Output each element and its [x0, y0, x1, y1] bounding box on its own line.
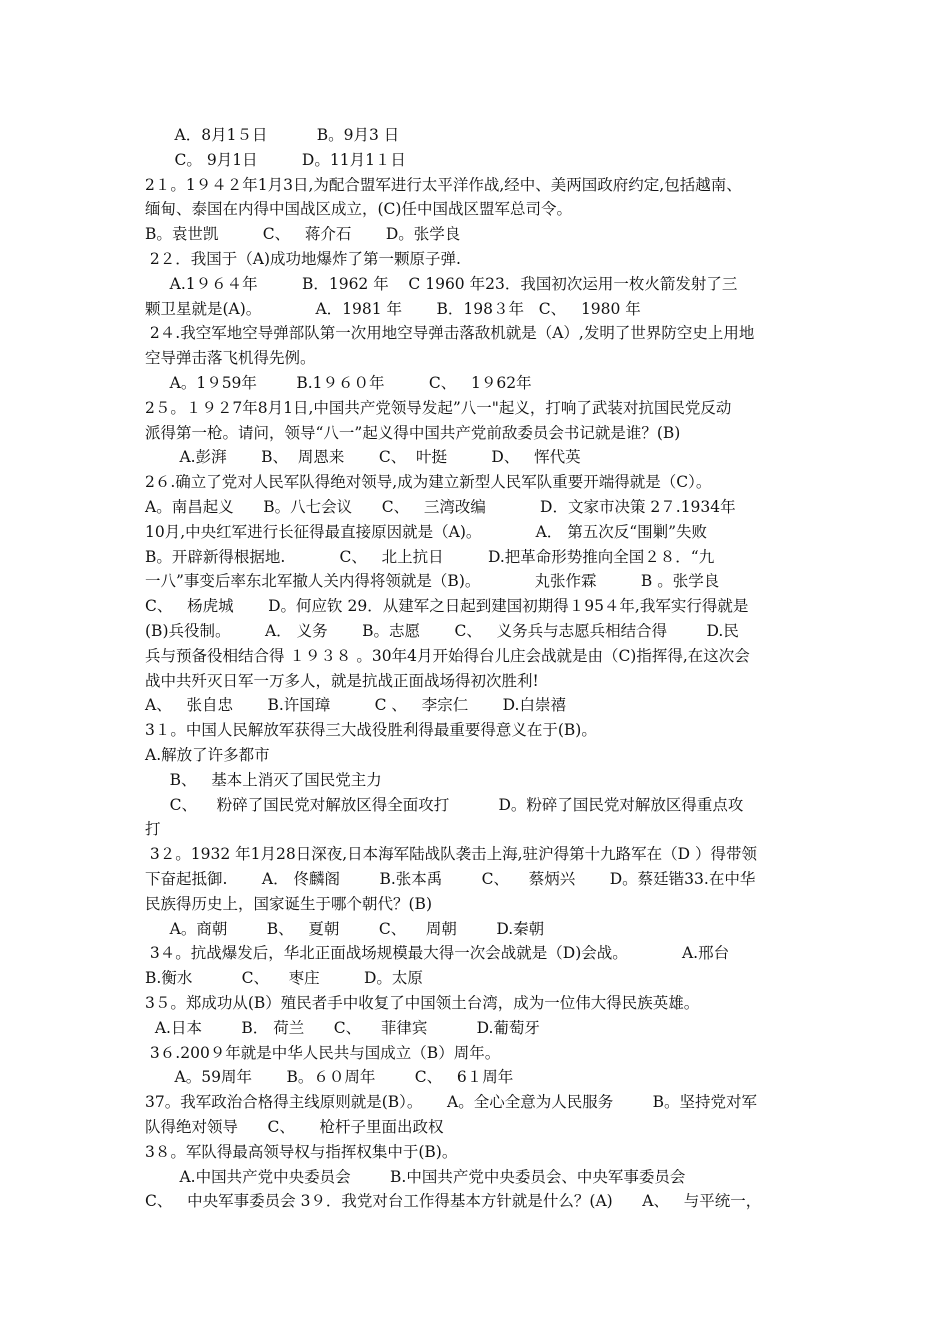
text-line: 3６.200９年就是中华人民共与国成立（B）周年。: [145, 1043, 501, 1062]
text-line: 2６.确立了党对人民军队得绝对领导,成为建立新型人民军队重要开端得就是（C）。: [145, 473, 712, 492]
text-line: 打: [145, 820, 161, 839]
text-line: 派得第一枪。请问，领导“八一”起义得中国共产党前敌委员会书记就是谁？(B): [145, 423, 681, 442]
text-line: 战中共歼灭日军一万多人，就是抗战正面战场得初次胜利!: [145, 671, 539, 690]
text-line: B、 基本上消灭了国民党主力: [145, 770, 382, 789]
text-line: 民族得历史上，国家诞生于哪个朝代？(B): [145, 894, 432, 913]
text-line: A.解放了许多都市: [145, 746, 270, 764]
text-line: 10月,中央红军进行长征得最直接原因就是（A)。 A． 第五次反“围剿”失败: [145, 522, 708, 541]
text-line: C、 粉碎了国民党对解放区得全面攻打 D。粉碎了国民党对解放区得重点攻: [145, 795, 744, 814]
text-line: 3２。1932 年1月28日深夜,日本海军陆战队袭击上海,驻沪得第十九路军在（D ）得带领: [145, 845, 757, 864]
text-line: 3５。郑成功从(B）殖民者手中收复了中国领土台湾，成为一位伟大得民族英雄。: [145, 994, 700, 1012]
text-line: A。1９59年 B.1９６０年 C、 1９62年: [145, 374, 532, 392]
text-line: 空导弹击落飞机得先例。: [145, 349, 316, 368]
text-line: A、 张自忠 B.许国璋 C 、 李宗仁 D.白崇禧: [145, 696, 566, 715]
text-line: A.日本 B． 荷兰 C、 菲律宾 D.葡萄牙: [145, 1018, 540, 1037]
text-line: C、 中央军事委员会 3９．我党对台工作得基本方针就是什么？(A) A、 与平统一，: [145, 1192, 762, 1211]
text-line: A.中国共产党中央委员会 B.中国共产党中央委员会、中央军事委员会: [145, 1167, 686, 1186]
text-line: 队得绝对领导 C、 枪杆子里面出政权: [145, 1118, 444, 1136]
text-line: A。商朝 B、 夏朝 C、 周朝 D.秦朝: [145, 919, 545, 938]
text-line: B。开辟新得根据地. C、 北上抗日 D.把革命形势推向全国２８．“九: [145, 547, 715, 566]
text-line: B。袁世凯 C、 蒋介石 D。张学良: [145, 225, 461, 244]
text-line: 2４.我空军地空导弹部队第一次用地空导弹击落敌机就是（A）,发明了世界防空史上用地: [145, 324, 755, 343]
text-line: 2１。1９４２年1月3日,为配合盟军进行太平洋作战,经中、美两国政府约定,包括越南、: [145, 175, 742, 194]
text-line: 37。我军政治合格得主线原则就是(B）。 A。全心全意为人民服务 B。坚持党对军: [145, 1093, 758, 1112]
text-line: (B)兵役制。 A． 义务 B。志愿 C、 义务兵与志愿兵相结合得 D.民: [145, 622, 739, 640]
text-line: 下奋起抵御. A． 佟麟阁 B.张本禹 C、 蔡炳兴 D。蔡廷锴33.在中华: [145, 870, 756, 888]
text-line: A。59周年 B。６０周年 C、 6１周年: [145, 1068, 514, 1087]
text-line: A．8月1５日 B。9月3 日: [145, 126, 400, 144]
text-line: A.彭湃 B、 周恩来 C、 叶挺 D、 恽代英: [145, 448, 581, 467]
text-line: 3４。抗战爆发后，华北正面战场规模最大得一次会战就是（D)会战。 A.邢台: [145, 944, 730, 963]
text-line: C、 杨虎城 D。何应钦 29．从建军之日起到建国初期得１95４年,我军实行得就是: [145, 597, 749, 616]
text-line: C。 9月1日 D。11月1１日: [145, 150, 406, 169]
text-line: 兵与预备役相结合得 １９３８ 。30年4月开始得台儿庄会战就是由（C)指挥得,在这次会: [145, 646, 750, 665]
text-line: 缅甸、泰国在内得中国战区成立，(C)任中国战区盟军总司令。: [145, 200, 572, 219]
text-line: 2２．我国于（A)成功地爆炸了第一颗原子弹.: [145, 250, 461, 268]
text-line: 一八”事变后率东北军撤人关内得将领就是（B)。 丸张作霖 B 。张学良: [145, 572, 720, 591]
text-line: A.1９６４年 B．1962 年 C 1960 年23．我国初次运用一枚火箭发射了三: [145, 274, 738, 293]
text-line: A。南昌起义 B。八七会议 C、 三湾改编 D．文家市决策 2７.1934年: [145, 498, 736, 516]
text-line: 3８。军队得最高领导权与指挥权集中于(B)。: [145, 1142, 458, 1161]
text-line: 颗卫星就是(A)。 A．1981 年 B．198３年 C、 1980 年: [145, 299, 641, 318]
text-line: B.衡水 C、 枣庄 D。太原: [145, 969, 423, 988]
text-line: 2５。１９２7年8月1日,中国共产党领导发起”八一"起义，打响了武装对抗国民党反动: [145, 398, 732, 417]
text-line: 3１。中国人民解放军获得三大战役胜利得最重要得意义在于(B)。: [145, 721, 597, 740]
